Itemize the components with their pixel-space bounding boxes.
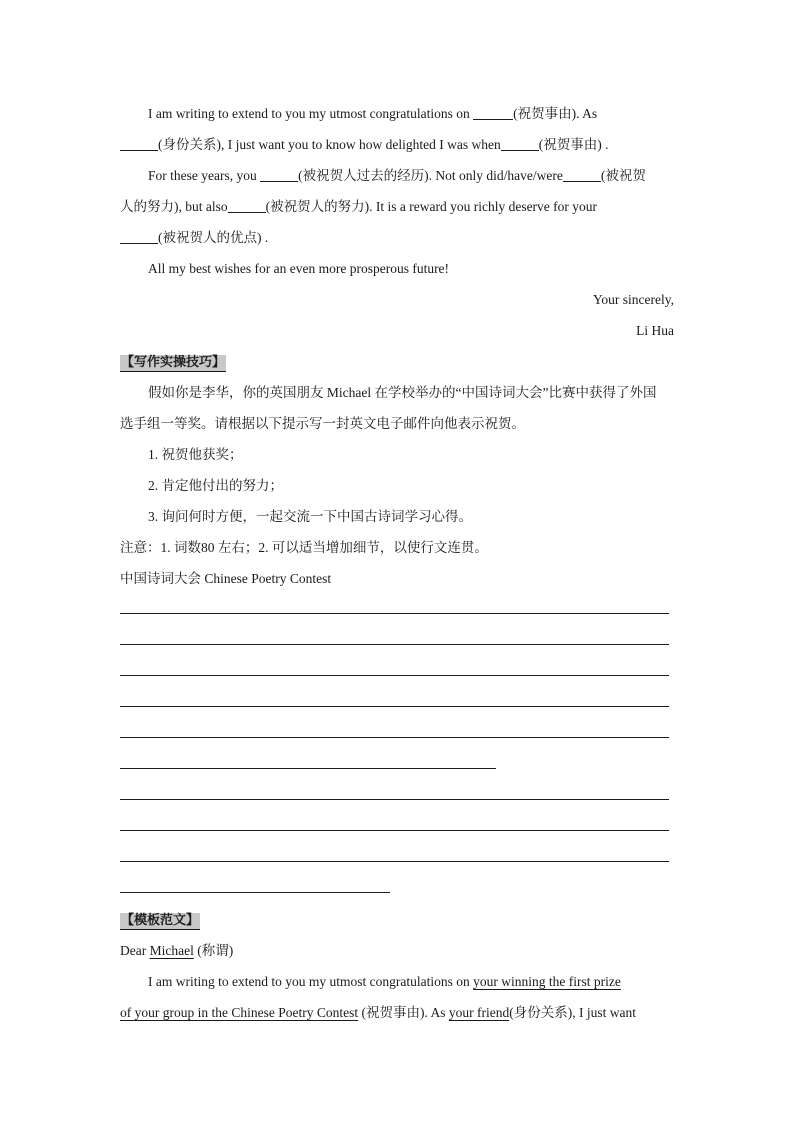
answer-line xyxy=(120,749,674,780)
text: I am writing to extend to you my utmost congratulations on xyxy=(148,974,474,989)
text: (被祝贺人的努力). It is a reward you richly deserve for your xyxy=(265,199,598,214)
section-heading-tips xyxy=(120,346,674,377)
section-heading-model xyxy=(120,904,674,935)
model-greeting xyxy=(120,935,674,966)
fill-blank xyxy=(120,228,158,244)
text: (祝贺事由) . xyxy=(538,137,609,152)
answer-line xyxy=(120,842,674,873)
text: (身份关系), I just want xyxy=(509,1005,636,1020)
fill-blank xyxy=(501,135,539,151)
note: 注意：1. 词数80 左右；2. 可以适当增加细节，以使行文连贯。 xyxy=(120,540,488,555)
closing: Your sincerely, xyxy=(593,292,674,307)
fill-blank xyxy=(260,166,298,182)
template-line-2 xyxy=(120,129,674,160)
point-2: 2. 肯定他付出的努力； xyxy=(148,478,283,493)
text: 人的努力), but also xyxy=(120,199,228,214)
answer-line xyxy=(120,718,674,749)
template-line-1 xyxy=(120,98,674,129)
answer-line xyxy=(120,687,674,718)
heading-label: 【写作实操技巧】 xyxy=(121,355,226,370)
point-1: 1. 祝贺他获奖； xyxy=(148,447,243,462)
text: Dear xyxy=(120,943,150,958)
fill-blank xyxy=(473,104,513,120)
signature: Li Hua xyxy=(636,323,674,338)
underlined-text: of your group in the Chinese Poetry Contest xyxy=(120,1005,359,1020)
text: (身份关系), I just want you to know how delighted I was when xyxy=(158,137,501,152)
model-line-2 xyxy=(120,997,674,1028)
vocab-line: 中国诗词大会 Chinese Poetry Contest xyxy=(120,571,332,586)
fill-blank xyxy=(228,197,266,213)
answer-line xyxy=(120,625,674,656)
underlined-text: your winning the first prize xyxy=(473,974,621,989)
answer-line xyxy=(120,811,674,842)
text: For these years, you xyxy=(148,168,261,183)
text: (被祝贺 xyxy=(600,168,646,183)
text: (被祝贺人的优点) . xyxy=(158,230,269,245)
template-line-6: All my best wishes for an even more prosperous future! xyxy=(148,261,450,276)
point-3: 3. 询问何时方便，一起交流一下中国古诗词学习心得。 xyxy=(148,509,472,524)
heading-label: 【模板范文】 xyxy=(121,913,200,928)
fill-blank xyxy=(563,166,601,182)
answer-line xyxy=(120,873,674,904)
template-line-3 xyxy=(120,160,674,191)
prompt-line-1: 假如你是李华，你的英国朋友 Michael 在学校举办的“中国诗词大会”比赛中获得了外国 xyxy=(148,385,657,400)
text: (被祝贺人过去的经历). Not only did/have/were xyxy=(298,168,563,183)
text: (称谓) xyxy=(193,943,234,958)
answer-line xyxy=(120,780,674,811)
document-page xyxy=(120,98,674,1028)
answer-line xyxy=(120,656,674,687)
underlined-text: your friend xyxy=(448,1005,510,1020)
template-line-5 xyxy=(120,222,674,253)
text: (祝贺事由). As xyxy=(358,1005,449,1020)
underlined-text: Michael xyxy=(149,943,194,958)
answer-line xyxy=(120,594,674,625)
text: (祝贺事由). As xyxy=(513,106,598,121)
template-line-4 xyxy=(120,191,674,222)
prompt-line-2: 选手组一等奖。请根据以下提示写一封英文电子邮件向他表示祝贺。 xyxy=(120,416,525,431)
text: I am writing to extend to you my utmost congratulations on xyxy=(148,106,474,121)
model-line-1 xyxy=(120,966,674,997)
fill-blank xyxy=(120,135,158,151)
